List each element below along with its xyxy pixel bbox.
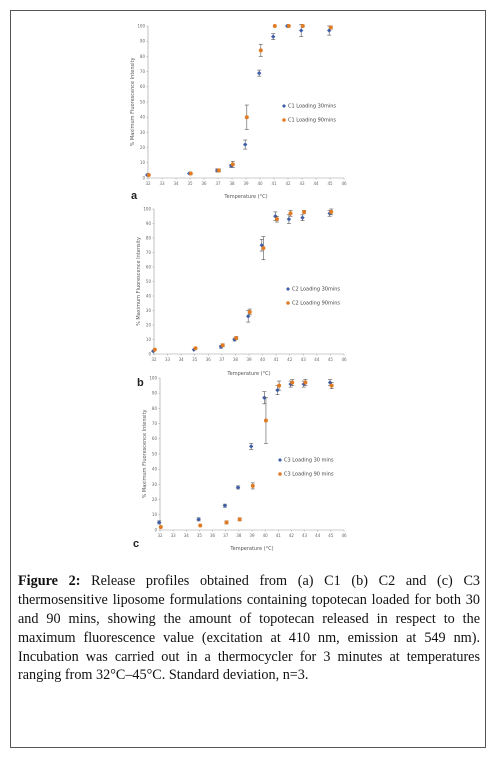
figure-caption-text: Release profiles obtained from (a) C1 (b) C2 and (c) C3 thermosensitive liposome formulations containing topotecan loaded for both 30 and 90 mins, showing the amount of topotecan released in respect to the maximum fluorescence value (excitation at 410 nm, emission at 549 nm). Incubation was carried out in a thermocycler for 3 minutes at temperatures ranging from 32°C–45°C. Standard deviation, n=3. xyxy=(18,573,481,684)
legend-label: C2 Loading 90mins xyxy=(292,300,340,307)
y-tick-label: 20 xyxy=(151,497,157,502)
x-tick-label: 41 xyxy=(273,357,279,362)
x-tick-label: 36 xyxy=(210,533,216,538)
y-tick-label: 0 xyxy=(148,351,151,357)
panel-letter-c: c xyxy=(133,538,140,550)
y-tick-label: 70 xyxy=(145,249,151,255)
chart-c-svg xyxy=(118,374,348,560)
data-point-orange xyxy=(273,24,277,28)
y-tick-label: 80 xyxy=(139,53,145,59)
x-tick-label: 36 xyxy=(201,181,207,186)
x-tick-label: 40 xyxy=(260,357,266,362)
panel-letter-a: a xyxy=(131,190,138,202)
y-tick-label: 80 xyxy=(145,235,151,241)
data-point-blue xyxy=(287,217,291,221)
x-tick-label: 38 xyxy=(229,181,235,186)
x-tick-label: 44 xyxy=(315,533,321,538)
y-axis-label: % Maximum Fluorescence Intensity xyxy=(142,409,148,499)
x-tick-label: 37 xyxy=(215,181,221,186)
data-point-orange xyxy=(251,484,255,488)
legend-label: C2 Loading 30mins xyxy=(292,286,340,293)
x-tick-label: 46 xyxy=(341,181,347,186)
y-tick-label: 70 xyxy=(139,69,145,74)
data-point-blue xyxy=(299,28,303,32)
data-point-blue xyxy=(243,142,247,146)
y-tick-label: 0 xyxy=(142,175,145,181)
x-axis-label: Temperature (°C) xyxy=(230,546,274,552)
y-tick-label: 50 xyxy=(139,99,145,105)
y-tick-label: 60 xyxy=(139,84,145,90)
x-tick-label: 33 xyxy=(159,181,165,186)
legend-marker xyxy=(286,301,290,305)
x-tick-label: 46 xyxy=(341,533,347,538)
chart-panel-b xyxy=(118,203,348,388)
data-point-orange xyxy=(238,517,242,521)
data-point-orange xyxy=(225,520,229,524)
y-tick-label: 50 xyxy=(151,451,157,457)
data-point-orange xyxy=(264,419,268,423)
x-tick-label: 43 xyxy=(300,357,306,362)
x-tick-label: 35 xyxy=(192,357,198,362)
x-tick-label: 46 xyxy=(341,357,347,362)
data-point-orange xyxy=(234,336,238,340)
x-axis-label: Temperature (°C) xyxy=(224,194,268,200)
x-tick-label: 32 xyxy=(151,357,157,362)
x-tick-label: 44 xyxy=(313,181,319,186)
legend-marker xyxy=(278,458,282,462)
x-tick-label: 45 xyxy=(327,181,333,186)
legend-marker xyxy=(282,118,286,122)
y-tick-label: 0 xyxy=(154,527,157,533)
data-point-orange xyxy=(198,523,202,527)
chart-panel-a xyxy=(118,22,348,212)
x-tick-label: 41 xyxy=(275,533,281,538)
legend-marker xyxy=(282,104,286,108)
data-point-orange xyxy=(329,26,333,30)
y-tick-label: 100 xyxy=(143,206,151,212)
data-point-orange xyxy=(217,168,221,172)
x-axis-label: Temperature (°C) xyxy=(227,371,271,377)
data-point-orange xyxy=(287,24,291,28)
x-tick-label: 39 xyxy=(249,533,255,538)
y-tick-label: 90 xyxy=(151,390,157,396)
x-tick-label: 35 xyxy=(196,533,202,538)
data-point-blue xyxy=(249,444,253,448)
data-point-orange xyxy=(221,343,225,347)
y-axis-label: % Maximum Fluorescence Intensity xyxy=(136,237,142,326)
y-tick-label: 30 xyxy=(151,481,157,487)
data-point-orange xyxy=(289,211,293,215)
data-point-blue xyxy=(257,71,261,75)
data-point-orange xyxy=(245,115,249,119)
x-tick-label: 34 xyxy=(173,181,179,186)
y-tick-label: 60 xyxy=(151,436,157,442)
x-tick-label: 39 xyxy=(243,181,249,186)
data-point-orange xyxy=(248,310,252,314)
x-tick-label: 33 xyxy=(165,357,171,362)
x-tick-label: 40 xyxy=(257,181,263,186)
data-point-orange xyxy=(277,384,281,388)
x-tick-label: 36 xyxy=(205,357,211,362)
figure-label: Figure 2: xyxy=(18,573,81,589)
x-tick-label: 37 xyxy=(219,357,225,362)
chart-b-svg xyxy=(118,203,348,388)
y-tick-label: 40 xyxy=(139,114,145,120)
legend-label: C3 Loading 30 mins xyxy=(284,457,334,464)
legend-marker xyxy=(278,472,282,476)
x-tick-label: 43 xyxy=(302,533,308,538)
legend-marker xyxy=(286,287,290,291)
legend-label: C3 Loading 90 mins xyxy=(284,471,334,478)
data-point-orange xyxy=(189,171,193,175)
data-point-blue xyxy=(300,216,304,220)
x-tick-label: 45 xyxy=(328,533,334,538)
legend-label: C1 Loading 90mins xyxy=(288,117,336,124)
x-tick-label: 44 xyxy=(314,357,320,362)
x-tick-label: 43 xyxy=(299,181,305,186)
y-tick-label: 60 xyxy=(145,264,151,270)
data-point-orange xyxy=(303,381,307,385)
x-tick-label: 32 xyxy=(157,533,163,538)
chart-a-svg xyxy=(118,22,348,212)
panel-letter-b: b xyxy=(137,377,144,389)
chart-panel-c xyxy=(118,374,348,560)
y-axis-label: % Maximum Fluorescence Intensity xyxy=(130,57,136,147)
x-tick-label: 37 xyxy=(223,533,229,538)
y-tick-label: 30 xyxy=(145,307,151,313)
y-tick-label: 100 xyxy=(149,375,157,381)
x-tick-label: 34 xyxy=(178,357,184,362)
data-point-orange xyxy=(147,173,151,177)
x-tick-label: 42 xyxy=(288,533,294,538)
data-point-orange xyxy=(330,384,334,388)
data-point-orange xyxy=(261,246,265,250)
x-tick-label: 35 xyxy=(187,181,193,186)
data-point-orange xyxy=(302,210,306,214)
figure-caption xyxy=(18,572,480,685)
y-tick-label: 90 xyxy=(145,220,151,226)
legend-label: C1 Loading 30mins xyxy=(288,103,336,110)
x-tick-label: 32 xyxy=(145,181,151,186)
data-point-orange xyxy=(301,24,305,28)
y-tick-label: 10 xyxy=(145,336,151,342)
x-tick-label: 41 xyxy=(271,181,277,186)
data-point-orange xyxy=(231,162,235,166)
data-point-orange xyxy=(259,48,263,52)
data-point-orange xyxy=(290,381,294,385)
x-tick-label: 45 xyxy=(327,357,333,362)
y-tick-label: 100 xyxy=(137,23,145,29)
x-tick-label: 33 xyxy=(170,533,176,538)
y-tick-label: 40 xyxy=(145,293,151,299)
y-tick-label: 80 xyxy=(151,405,157,411)
y-tick-label: 40 xyxy=(151,466,157,472)
x-tick-label: 38 xyxy=(232,357,238,362)
x-tick-label: 34 xyxy=(183,533,189,538)
x-tick-label: 39 xyxy=(246,357,252,362)
data-point-orange xyxy=(159,525,163,529)
data-point-blue xyxy=(271,34,275,38)
x-tick-label: 42 xyxy=(285,181,291,186)
y-tick-label: 50 xyxy=(145,278,151,284)
y-tick-label: 90 xyxy=(139,38,145,44)
data-point-orange xyxy=(194,346,198,350)
y-tick-label: 20 xyxy=(145,322,151,328)
x-tick-label: 38 xyxy=(236,533,242,538)
y-tick-label: 20 xyxy=(139,145,145,150)
y-tick-label: 10 xyxy=(139,160,145,166)
data-point-orange xyxy=(329,210,333,214)
y-tick-label: 10 xyxy=(151,512,157,518)
x-tick-label: 42 xyxy=(287,357,293,362)
x-tick-label: 40 xyxy=(262,533,268,538)
y-tick-label: 30 xyxy=(139,129,145,135)
data-point-orange xyxy=(275,217,279,221)
y-tick-label: 70 xyxy=(151,421,157,426)
data-point-orange xyxy=(153,348,157,352)
